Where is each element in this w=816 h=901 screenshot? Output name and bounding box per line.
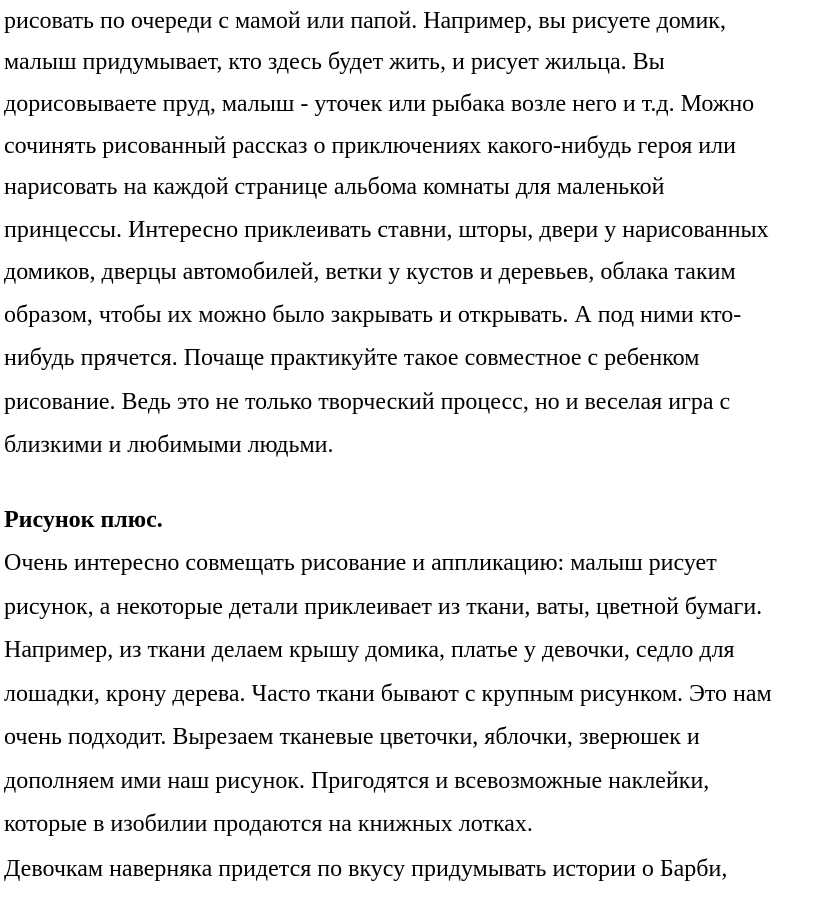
text-line: малыш придумывает, кто здесь будет жить, и рисует жильца. Вы xyxy=(4,49,665,75)
text-line: близкими и любимыми людьми. xyxy=(4,432,334,458)
text-line: образом, чтобы их можно было закрывать и открывать. А под ними кто- xyxy=(4,302,742,328)
text-line: Девочкам наверняка придется по вкусу придумывать истории о Барби, xyxy=(4,856,728,882)
text-line: дополняем ими наш рисунок. Пригодятся и всевозможные наклейки, xyxy=(4,768,710,794)
text-line: лошадки, крону дерева. Часто ткани бывают с крупным рисунком. Это нам xyxy=(4,681,772,707)
text-line: рисунок, а некоторые детали приклеивает из ткани, ваты, цветной бумаги. xyxy=(4,594,763,620)
text-line: рисование. Ведь это не только творческий процесс, но и веселая игра с xyxy=(4,389,731,415)
text-line: Очень интересно совмещать рисование и аппликацию: малыш рисует xyxy=(4,550,717,576)
text-line: которые в изобилии продаются на книжных лотках. xyxy=(4,811,533,837)
text-line: нибудь прячется. Почаще практикуйте такое совместное с ребенком xyxy=(4,345,700,371)
section-heading: Рисунок плюс. xyxy=(4,507,163,533)
text-line: сочинять рисованный рассказ о приключениях какого-нибудь героя или xyxy=(4,133,736,159)
text-line: дорисовываете пруд, малыш - уточек или рыбака возле него и т.д. Можно xyxy=(4,91,755,117)
text-line: рисовать по очереди с мамой или папой. Например, вы рисуете домик, xyxy=(4,8,726,34)
text-line: принцессы. Интересно приклеивать ставни, шторы, двери у нарисованных xyxy=(4,217,769,243)
text-line: нарисовать на каждой странице альбома комнаты для маленькой xyxy=(4,174,665,200)
text-line: Например, из ткани делаем крышу домика, платье у девочки, седло для xyxy=(4,637,735,663)
text-line: очень подходит. Вырезаем тканевые цветочки, яблочки, зверюшек и xyxy=(4,724,700,750)
text-line: домиков, дверцы автомобилей, ветки у кустов и деревьев, облака таким xyxy=(4,259,736,285)
